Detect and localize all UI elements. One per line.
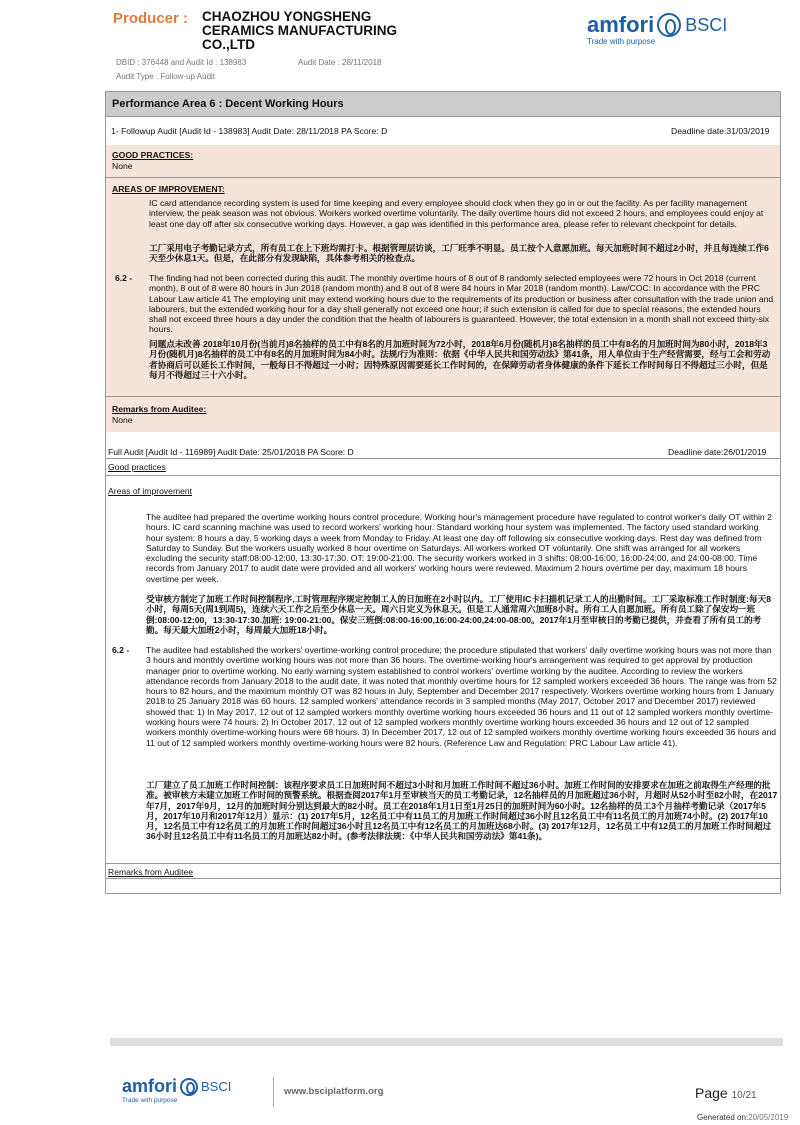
followup-item-text-cn: 工厂采用电子考勤记录方式，所有员工在上下班均需打卡。根据管理层访谈，工厂旺季不明显。员工按个人意愿加班。每天加班时间不超过2小时，并且每连续工作6天至少休息1天。但是，在此部分有发现缺陷，具体参考相关的检查点。 [149, 243, 769, 264]
full-audit-checkpoint-number: 6.2 - [112, 645, 130, 655]
dbid-text: DBID : 376448 and Audit Id : 138983 [116, 58, 247, 67]
footer-logo-ring-icon [180, 1078, 198, 1096]
producer-name: CHAOZHOU YONGSHENG CERAMICS MANUFACTURING CO.,LTD [202, 9, 397, 52]
areas-of-improvement-title: AREAS OF IMPROVEMENT: [112, 184, 225, 194]
full-audit-checkpoint-text-cn: 工厂建立了员工加班工作时间控制：该程序要求员工日加班时间不超过3小时和月加班工作时间不超过36小时。加班工作时间的安排要求在加班之前取得生产经理的批准。被审核方未建立加班工作时间的预警系统。根据查阅2017年1月至审核当天的员工考勤记录，12名抽样员的月加班超过36小时，月超时从52小时至82小时，在2017年7月，2017年9月，12月的加班时间分别达到最大的82小时。员工在2018年1月1日至1月25日的加班时间为60小时。12名抽样的员工3个月抽样考勤记录（2017年5月，2017年10月和2017年12月）显示：(1) 2017年5月，12名员工中有11员工的月加班工作时间超过36小时且12名员工中有11名员工的月加班74小时。(2) 2017年10月，12名员工中有12名员工的月加班工作时间超过36小时且12名员工中有12名员工的月加班达68小时。(3) 2017年12月，12名员工中有12员工的月加班工作时间超过36小时且12名员工中有11名员工的月加班达82小时。(参考法律法规：《中华人民共和国劳动法》第41条)。 [146, 780, 778, 842]
remarks-title: Remarks from Auditee: [112, 404, 207, 414]
producer-label: Producer : [113, 10, 189, 27]
generated-date: 20/05/2019 [748, 1113, 789, 1122]
followup-deadline: Deadline date:31/03/2019 [671, 126, 770, 136]
good-practices-title: GOOD PRACTICES: [112, 150, 194, 160]
logo-ring-icon [657, 13, 681, 37]
audit-type-text: Audit Type : Follow-up Audit [116, 72, 216, 81]
logo-bsci: BSCI [685, 14, 728, 35]
full-audit-checkpoint-text: The auditee had established the workers' overtime-working control procedure; the procedure stipulated that workers' daily overtime working hours was not more than 3 hours and monthly overtime working hours was not more than 36 hours. The overtime-working hour's arrangement was required to get approval by production manager prior to overtime working. No early warning system established to control workers' overtime working by the auditee. According to review the workers attendance records from January 2018 to the audit date, it was noted that monthly overtime hours for 12 sampled workers exceeded 36 hours. The range was from 52 hours to 82 hours, and the maximum monthly OT was 82 hours in July, September and December 2017 respectively. Workers overtime working hours from 1 January 2018 to 25 January 2018 was 60 hours. 12 sampled workers' attendance records in 3 sampled months (May 2017, October 2017 and December 2017) reviewed showed that: 1) In May 2017, 12 out of 12 sampled workers monthly overtime working hours exceeded 36 hours and 11 out of 12 sampled workers monthly overtime-working hours were 74 hours. 2) In October 2017, 12 out of 12 sampled workers monthly overtime working hours exceeded 36 hours and 12 out of 12 sampled workers monthly overtime-working hours were 68 hours. 3) In December 2017, 12 out of 12 sampled workers monthly overtime working hours exceeded 36 hours and 11 out of 12 sampled workers monthly overtime-working hours were 82 hours. (Reference Law and Regulation: PRC Labour Law article 41). [146, 645, 777, 748]
checkpoint-finding-text-cn: 问题点未改善 2018年10月份(当前月)8名抽样的员工中有8名的月加班时间为72小时，2018年6月份(随机月)8名抽样的员工中有8名的月加班时间为80小时，2018年3月份(随机月)8名抽样的员工中有8名的月加班时间为84小时。法规/行为准则：依据《中华人民共和国劳动法》第41条，用人单位由于生产经营需要，经与工会和劳动者协商后可以延长工作时间，一般每日不得超过一小时；因特殊原因需要延长工作时间的，在保障劳动者身体健康的条件下延长工作时间每日不得超过三小时，但是每月不得超过三十六小时。 [149, 339, 771, 380]
full-audit-item-text-cn: 受审核方制定了加班工作时间控制程序,工时管理程序规定控制工人的日加班在2小时以内。工厂使用IC卡扫描机记录工人的出勤时间。工厂采取标准工作时制度:每天8小时，每周5天(周1到周5)，连续六天工作之后至少休息一天。周六日定义为休息天。但是工人通常周六加班8小时。所有工人自愿加班。所有员工除了保安均一班倒:08:00-12:00，13:30-17:30.加班: 19:00-21:00。保安三班倒:08:00-16:00,16:00-24:00,24:00-08:00。2017年1月至审核日的考勤已提供，并查看了所有员工的考勤。每天最大加班2小时，每周最大加班18小时。 [146, 594, 771, 635]
good-practices-value: None [112, 161, 133, 171]
website-link[interactable]: www.bsciplatform.org [284, 1086, 384, 1097]
page-number-value: 10/21 [731, 1090, 757, 1101]
generated-label: Generated on: [697, 1113, 749, 1122]
full-audit-deadline: Deadline date:26/01/2019 [668, 447, 767, 457]
areas-of-improvement-label: Areas of improvement [108, 486, 193, 496]
amfori-bsci-logo [587, 12, 727, 46]
divider [106, 177, 780, 178]
followup-audit-summary: 1- Followup Audit [Audit Id - 138983] Audit Date: 28/11/2018 PA Score: D [111, 126, 388, 136]
remarks-value: None [112, 415, 133, 425]
footer-logo-tagline: Trade with purpose [122, 1097, 178, 1104]
divider [106, 396, 780, 397]
full-audit-item-text: The auditee had prepared the overtime working hours control procedure. Working hour's management procedure have regulated to control worker's daily OT within 2 hours. IC card scanning machine was used to record workers' working hour. Standard working hour system was implemented. The factory used standard working hour system: 8 hours a day, 5 working days a week from Monday to Friday. At least one day off following six consecutive working days. Rest day was defined from Saturday to Sunday. But the workers usually worked 8 hour overtime on Saturdays. All workers worked OT voluntarily. One shift was arranged for all workers excluding the security staff:08:00-12:00, 13:30-17:30. OT: 19:00-21:00. The security workers worked in 3 shifts: 08:00-16:00, 16:00-24:00, and 24:00-08:00. Time records from January 2017 to audit date were provided and all workers' working hours were reviewed. Maximum 2 hours overtime per day, maximum 18 hours overtime per week. [146, 512, 772, 584]
footer-logo [122, 1076, 231, 1104]
page-label: Page [695, 1085, 728, 1101]
logo-word: amfori [587, 12, 655, 37]
footer-separator [273, 1077, 274, 1107]
divider [106, 475, 780, 476]
audit-date-text: Audit Date : 28/11/2018 [298, 58, 382, 67]
footer-logo-bsci: BSCI [201, 1079, 232, 1094]
page-number [695, 1085, 757, 1101]
good-practices-label: Good practices [108, 462, 166, 472]
followup-item-text: IC card attendance recording system is used for time keeping and every employee should clock when they go in or out the facility. As per facility management interview, the peak season was not obvious. Workers worked overtime voluntarily. The daily overtime hours did not exceed 2 hours, and employees could enjoy at least one day off after six consecutive working days. However, a gap was identified in this performance area, please refer to relevant checkpoint for details. [149, 198, 764, 229]
footer-logo-word: amfori [122, 1076, 178, 1096]
divider [106, 878, 780, 879]
divider [106, 458, 780, 459]
performance-area-title: Performance Area 6 : Decent Working Hours [106, 92, 780, 117]
full-audit-summary: Full Audit [Audit Id - 116989] Audit Date: 25/01/2018 PA Score: D [108, 447, 354, 457]
checkpoint-number: 6.2 - [115, 273, 133, 283]
remarks-label: Remarks from Auditee [108, 867, 194, 877]
divider [106, 863, 780, 864]
logo-tagline: Trade with purpose [587, 37, 656, 46]
footer-bar [110, 1038, 783, 1046]
checkpoint-finding-text: The finding had not been corrected during this audit. The monthly overtime hours of 8 out of 8 randomly selected employees were 72 hours in Oct 2018 (current month), 8 out of 8 were 80 hours in Jun 2018 (random month) and 8 out of 8 were 84 hours in Mar 2018 (random month). Law/COC: In accordance with the PRC Labour Law article 41 The employing unit may extend working hours due to the requirements of its production or business after consultation with the trade union and labourers, but the extended working hour for a day shall generally not exceed one hour; if such extension is called for due to special reasons, the extended hours shall not exceed three hours a day under the condition that the health of labourers is guaranteed. However, the total extension in a month shall not exceed thirty-six hours. [149, 273, 774, 335]
generated-on [697, 1113, 788, 1122]
